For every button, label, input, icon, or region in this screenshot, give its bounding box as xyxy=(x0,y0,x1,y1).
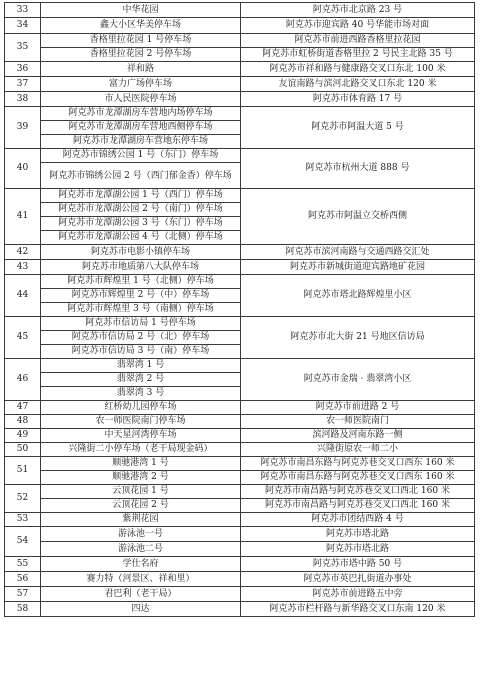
parking-name: 四达 xyxy=(41,602,241,617)
parking-name: 阿克苏市信访局 1 号停车场 xyxy=(41,317,241,331)
parking-name: 翡翠湾 2 号 xyxy=(41,373,241,387)
row-number: 45 xyxy=(5,317,41,359)
row-number: 43 xyxy=(5,260,41,275)
table-row xyxy=(5,3,475,18)
row-number: 50 xyxy=(5,443,41,457)
row-number: 39 xyxy=(5,107,41,149)
table-row xyxy=(5,77,475,92)
parking-address: 阿克苏市前进路 2 号 xyxy=(241,401,475,415)
row-number: 41 xyxy=(5,189,41,245)
parking-name: 阿克苏市锦绣公园 2 号（西门郁金香）停车场 xyxy=(41,163,241,189)
row-number: 37 xyxy=(5,77,41,92)
parking-address: 阿克苏市前进路五中旁 xyxy=(241,587,475,602)
row-number: 33 xyxy=(5,3,41,18)
parking-name: 阿克苏市辉煌里 2 号（中）停车场 xyxy=(41,289,241,303)
parking-name: 阿克苏市电影小镇停车场 xyxy=(41,245,241,260)
table-row xyxy=(5,260,475,275)
row-number: 46 xyxy=(5,359,41,401)
row-number: 47 xyxy=(5,401,41,415)
row-number: 40 xyxy=(5,149,41,189)
parking-name: 顺驰港湾 2 号 xyxy=(41,471,241,485)
parking-name: 阿克苏市锦绣公园 1 号（东门）停车场 xyxy=(41,149,241,163)
parking-name: 阿克苏市龙潭湖房车营地东停车场 xyxy=(41,135,241,149)
parking-name: 中华花园 xyxy=(41,3,241,18)
parking-address: 阿克苏市南昌路与阿克苏巷交叉口西北 160 米 xyxy=(241,499,475,513)
row-number: 51 xyxy=(5,457,41,485)
parking-address: 阿克苏市虹桥街道香格里拉 2 号民主北路 35 号 xyxy=(241,48,475,62)
parking-name: 阿克苏市龙潭湖房车营地西侧停车场 xyxy=(41,121,241,135)
parking-name: 赛力特（河景区、祥和里） xyxy=(41,572,241,587)
table-row xyxy=(5,415,475,429)
parking-address: 阿克苏市祥和路与健康路交叉口东北 100 米 xyxy=(241,62,475,77)
parking-address: 滨河路及河南东路一侧 xyxy=(241,429,475,443)
parking-address: 阿克苏市阿温大道 5 号 xyxy=(241,107,475,149)
table-row xyxy=(5,602,475,617)
table-row xyxy=(5,359,475,373)
parking-address: 阿克苏市塔北路辉煌里小区 xyxy=(241,275,475,317)
row-number: 56 xyxy=(5,572,41,587)
row-number: 48 xyxy=(5,415,41,429)
parking-name: 游泳池二号 xyxy=(41,542,241,557)
row-number: 34 xyxy=(5,18,41,34)
parking-name: 翡翠湾 3 号 xyxy=(41,387,241,401)
parking-address: 阿克苏市体育路 17 号 xyxy=(241,92,475,107)
parking-address: 阿克苏市前进西路香格里拉花园 xyxy=(241,34,475,48)
row-number: 57 xyxy=(5,587,41,602)
table-row xyxy=(5,48,475,62)
parking-name: 富力广场停车场 xyxy=(41,77,241,92)
parking-name: 农一师医院南门停车场 xyxy=(41,415,241,429)
table-row xyxy=(5,499,475,513)
parking-name: 云顶花园 1 号 xyxy=(41,485,241,499)
parking-name: 游泳池一号 xyxy=(41,527,241,542)
table-row xyxy=(5,317,475,331)
row-number: 52 xyxy=(5,485,41,513)
parking-name: 阿克苏市信访局 2 号（北）停车场 xyxy=(41,331,241,345)
parking-name: 市人民医院停车场 xyxy=(41,92,241,107)
parking-name: 君巴利（老干局） xyxy=(41,587,241,602)
row-number: 44 xyxy=(5,275,41,317)
table-row xyxy=(5,429,475,443)
row-number: 49 xyxy=(5,429,41,443)
table-row xyxy=(5,527,475,542)
table-row xyxy=(5,92,475,107)
row-number: 38 xyxy=(5,92,41,107)
parking-address: 阿克苏市南昌路与阿克苏巷交叉口西北 160 米 xyxy=(241,485,475,499)
table-row xyxy=(5,513,475,527)
parking-name: 阿克苏市地质第八大队停车场 xyxy=(41,260,241,275)
table-row xyxy=(5,189,475,203)
parking-lot-table-page xyxy=(4,2,474,617)
table-row xyxy=(5,401,475,415)
parking-address: 阿克苏市栏杆路与新华路交叉口东南 120 米 xyxy=(241,602,475,617)
parking-name: 鑫大小区华美停车场 xyxy=(41,18,241,34)
parking-address: 阿克苏市南昌东路与阿克苏巷交叉口西东 160 米 xyxy=(241,457,475,471)
parking-name: 红桥幼儿园停车场 xyxy=(41,401,241,415)
table-row xyxy=(5,587,475,602)
table-row xyxy=(5,18,475,34)
parking-address: 阿克苏市塔北路 xyxy=(241,527,475,542)
parking-name: 紫荆花园 xyxy=(41,513,241,527)
parking-name: 阿克苏市信访局 3 号（南）停车场 xyxy=(41,345,241,359)
parking-address: 阿克苏市新城街道迎宾路地矿花园 xyxy=(241,260,475,275)
parking-address: 阿克苏市团结西路 4 号 xyxy=(241,513,475,527)
parking-name: 阿克苏市龙潭湖公园 1 号（西门）停车场 xyxy=(41,189,241,203)
table-row xyxy=(5,62,475,77)
parking-name: 阿克苏市龙潭湖公园 4 号（北侧）停车场 xyxy=(41,231,241,245)
row-number: 35 xyxy=(5,34,41,62)
parking-address: 兴隆街原农一师二小 xyxy=(241,443,475,457)
parking-name: 香格里拉花园 1 号停车场 xyxy=(41,34,241,48)
parking-address: 阿克苏市塔北路 xyxy=(241,542,475,557)
parking-name: 祥和路 xyxy=(41,62,241,77)
parking-address: 阿克苏市塔中路 50 号 xyxy=(241,557,475,572)
table-row xyxy=(5,457,475,471)
table-row xyxy=(5,471,475,485)
parking-name: 翡翠湾 1 号 xyxy=(41,359,241,373)
row-number: 55 xyxy=(5,557,41,572)
table-row xyxy=(5,572,475,587)
table-row xyxy=(5,107,475,121)
parking-name: 兴隆街二小停车场（老干局现金码） xyxy=(41,443,241,457)
parking-address: 阿克苏市北大街 21 号地区信访局 xyxy=(241,317,475,359)
row-number: 53 xyxy=(5,513,41,527)
parking-name: 学仕名府 xyxy=(41,557,241,572)
parking-lot-table xyxy=(4,2,475,617)
parking-address: 阿克苏市金瑞 · 翡翠湾小区 xyxy=(241,359,475,401)
parking-name: 顺驰港湾 1 号 xyxy=(41,457,241,471)
table-row xyxy=(5,149,475,163)
parking-address: 阿克苏市北京路 23 号 xyxy=(241,3,475,18)
row-number: 42 xyxy=(5,245,41,260)
row-number: 36 xyxy=(5,62,41,77)
table-row xyxy=(5,542,475,557)
parking-address: 阿克苏市南昌东路与阿克苏巷交叉口西东 160 米 xyxy=(241,471,475,485)
parking-address: 阿克苏市滨河南路与交通西路交汇处 xyxy=(241,245,475,260)
parking-address: 农一师医院南门 xyxy=(241,415,475,429)
table-row xyxy=(5,557,475,572)
parking-name: 阿克苏市辉煌里 3 号（南侧）停车场 xyxy=(41,303,241,317)
parking-name: 阿克苏市龙潭湖公园 2 号（南门）停车场 xyxy=(41,203,241,217)
parking-name: 阿克苏市龙潭湖房车营地内场停车场 xyxy=(41,107,241,121)
parking-name: 云顶花园 2 号 xyxy=(41,499,241,513)
parking-address: 阿克苏市杭州大道 888 号 xyxy=(241,149,475,189)
parking-name: 阿克苏市辉煌里 1 号（北侧）停车场 xyxy=(41,275,241,289)
table-row xyxy=(5,485,475,499)
parking-address: 阿克苏市英巴扎街道办事处 xyxy=(241,572,475,587)
parking-address: 阿克苏市迎宾路 40 号华能市场对面 xyxy=(241,18,475,34)
table-row xyxy=(5,275,475,289)
table-row xyxy=(5,443,475,457)
row-number: 54 xyxy=(5,527,41,557)
parking-name: 香格里拉花园 2 号停车场 xyxy=(41,48,241,62)
parking-address: 阿克苏市阿温立交桥西侧 xyxy=(241,189,475,245)
parking-address: 友谊南路与滨河北路交叉口东北 120 米 xyxy=(241,77,475,92)
parking-name: 中天星河湾停车场 xyxy=(41,429,241,443)
parking-name: 阿克苏市龙潭湖公园 3 号（东门）停车场 xyxy=(41,217,241,231)
table-row xyxy=(5,245,475,260)
table-row xyxy=(5,34,475,48)
row-number: 58 xyxy=(5,602,41,617)
